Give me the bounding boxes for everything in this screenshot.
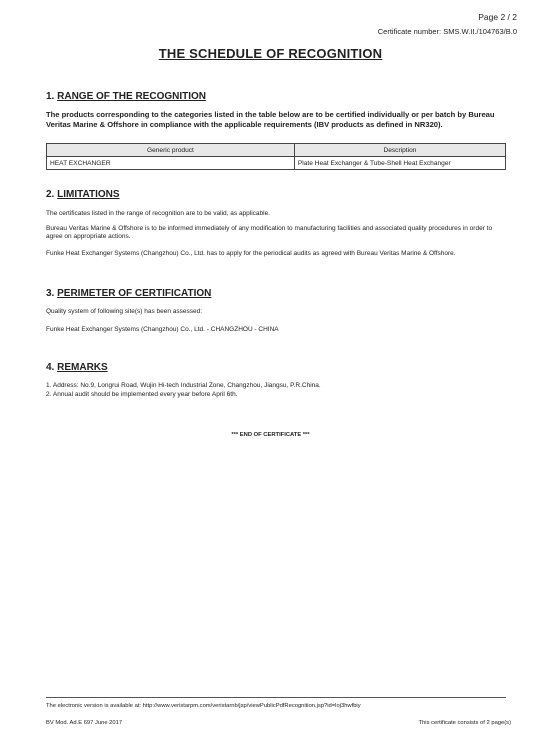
footer-electronic-version: The electronic version is available at: http://www.veristarpm.com/veristarnb/jsp/viewPublicPdfRecognition.jsp?id=loj3hwfbiy	[46, 703, 361, 709]
remark-item-1: 1. Address: No.9, Longrui Road, Wujin Hi-tech Industrial Zone, Changzhou, Jiangsu, P.R.China.	[46, 382, 321, 389]
limitations-paragraph-1: The certificates listed in the range of recognition are to be valid, as applicable.	[46, 210, 271, 217]
certificate-number: Certificate number: SMS.W.II./104763/B.0	[377, 27, 517, 36]
remark-item-2: 2. Annual audit should be implemented every year before April 6th.	[46, 391, 238, 398]
footer-pages-note: This certificate consists of 2 page(s)	[418, 720, 511, 726]
section-perimeter-heading: PERIMETER OF CERTIFICATION	[57, 288, 212, 299]
table-header-description: Description	[294, 144, 505, 157]
section-remarks-title	[46, 362, 108, 373]
perimeter-paragraph-1: Quality system of following site(s) has been assessed:	[46, 308, 203, 315]
footer-model: BV Mod. Ad.E 697 June 2017	[46, 720, 123, 726]
table-row	[47, 157, 506, 170]
section-remarks-heading: REMARKS	[57, 362, 108, 373]
recognition-table	[46, 143, 506, 170]
limitations-paragraph-3: Funke Heat Exchanger Systems (Changzhou) Co., Ltd. has to apply for the periodical audits as agreed with Bureau Veritas Marine & Offshore.	[46, 250, 456, 257]
document-title: THE SCHEDULE OF RECOGNITION	[158, 46, 383, 61]
table-header-generic-product: Generic product	[47, 144, 295, 157]
page-number: Page 2 / 2	[478, 12, 517, 22]
section-limitations-heading: LIMITATIONS	[57, 189, 120, 200]
section-range-title	[46, 91, 206, 102]
section-perimeter-title	[46, 288, 211, 299]
range-intro: The products corresponding to the categories listed in the table below are to be certified individually or per batch by Bureau Veritas Marine & Offshore in compliance with the applicable requirements (IBV products as defined in NR320).	[46, 110, 495, 129]
section-range-number: 1.	[46, 91, 55, 102]
end-of-certificate: *** END OF CERTIFICATE ***	[231, 432, 310, 438]
section-range-heading: RANGE OF THE RECOGNITION	[57, 91, 207, 102]
table-cell-description: Plate Heat Exchanger & Tube-Shell Heat Exchanger	[294, 157, 505, 170]
section-limitations-number: 2.	[46, 189, 55, 200]
limitations-paragraph-2: Bureau Veritas Marine & Offshore is to be informed immediately of any modification to manufacturing facilities and associated quality procedures in order to agree on appropriate actions.	[46, 225, 493, 241]
section-perimeter-number: 3.	[46, 288, 55, 299]
perimeter-paragraph-2: Funke Heat Exchanger Systems (Changzhou) Co., Ltd. - CHANGZHOU - CHINA	[46, 326, 279, 333]
footer-divider	[46, 697, 506, 698]
section-remarks-number: 4.	[46, 362, 55, 373]
table-header-row	[47, 144, 506, 157]
table-cell-generic-product: HEAT EXCHANGER	[47, 157, 295, 170]
section-limitations-title	[46, 189, 120, 200]
